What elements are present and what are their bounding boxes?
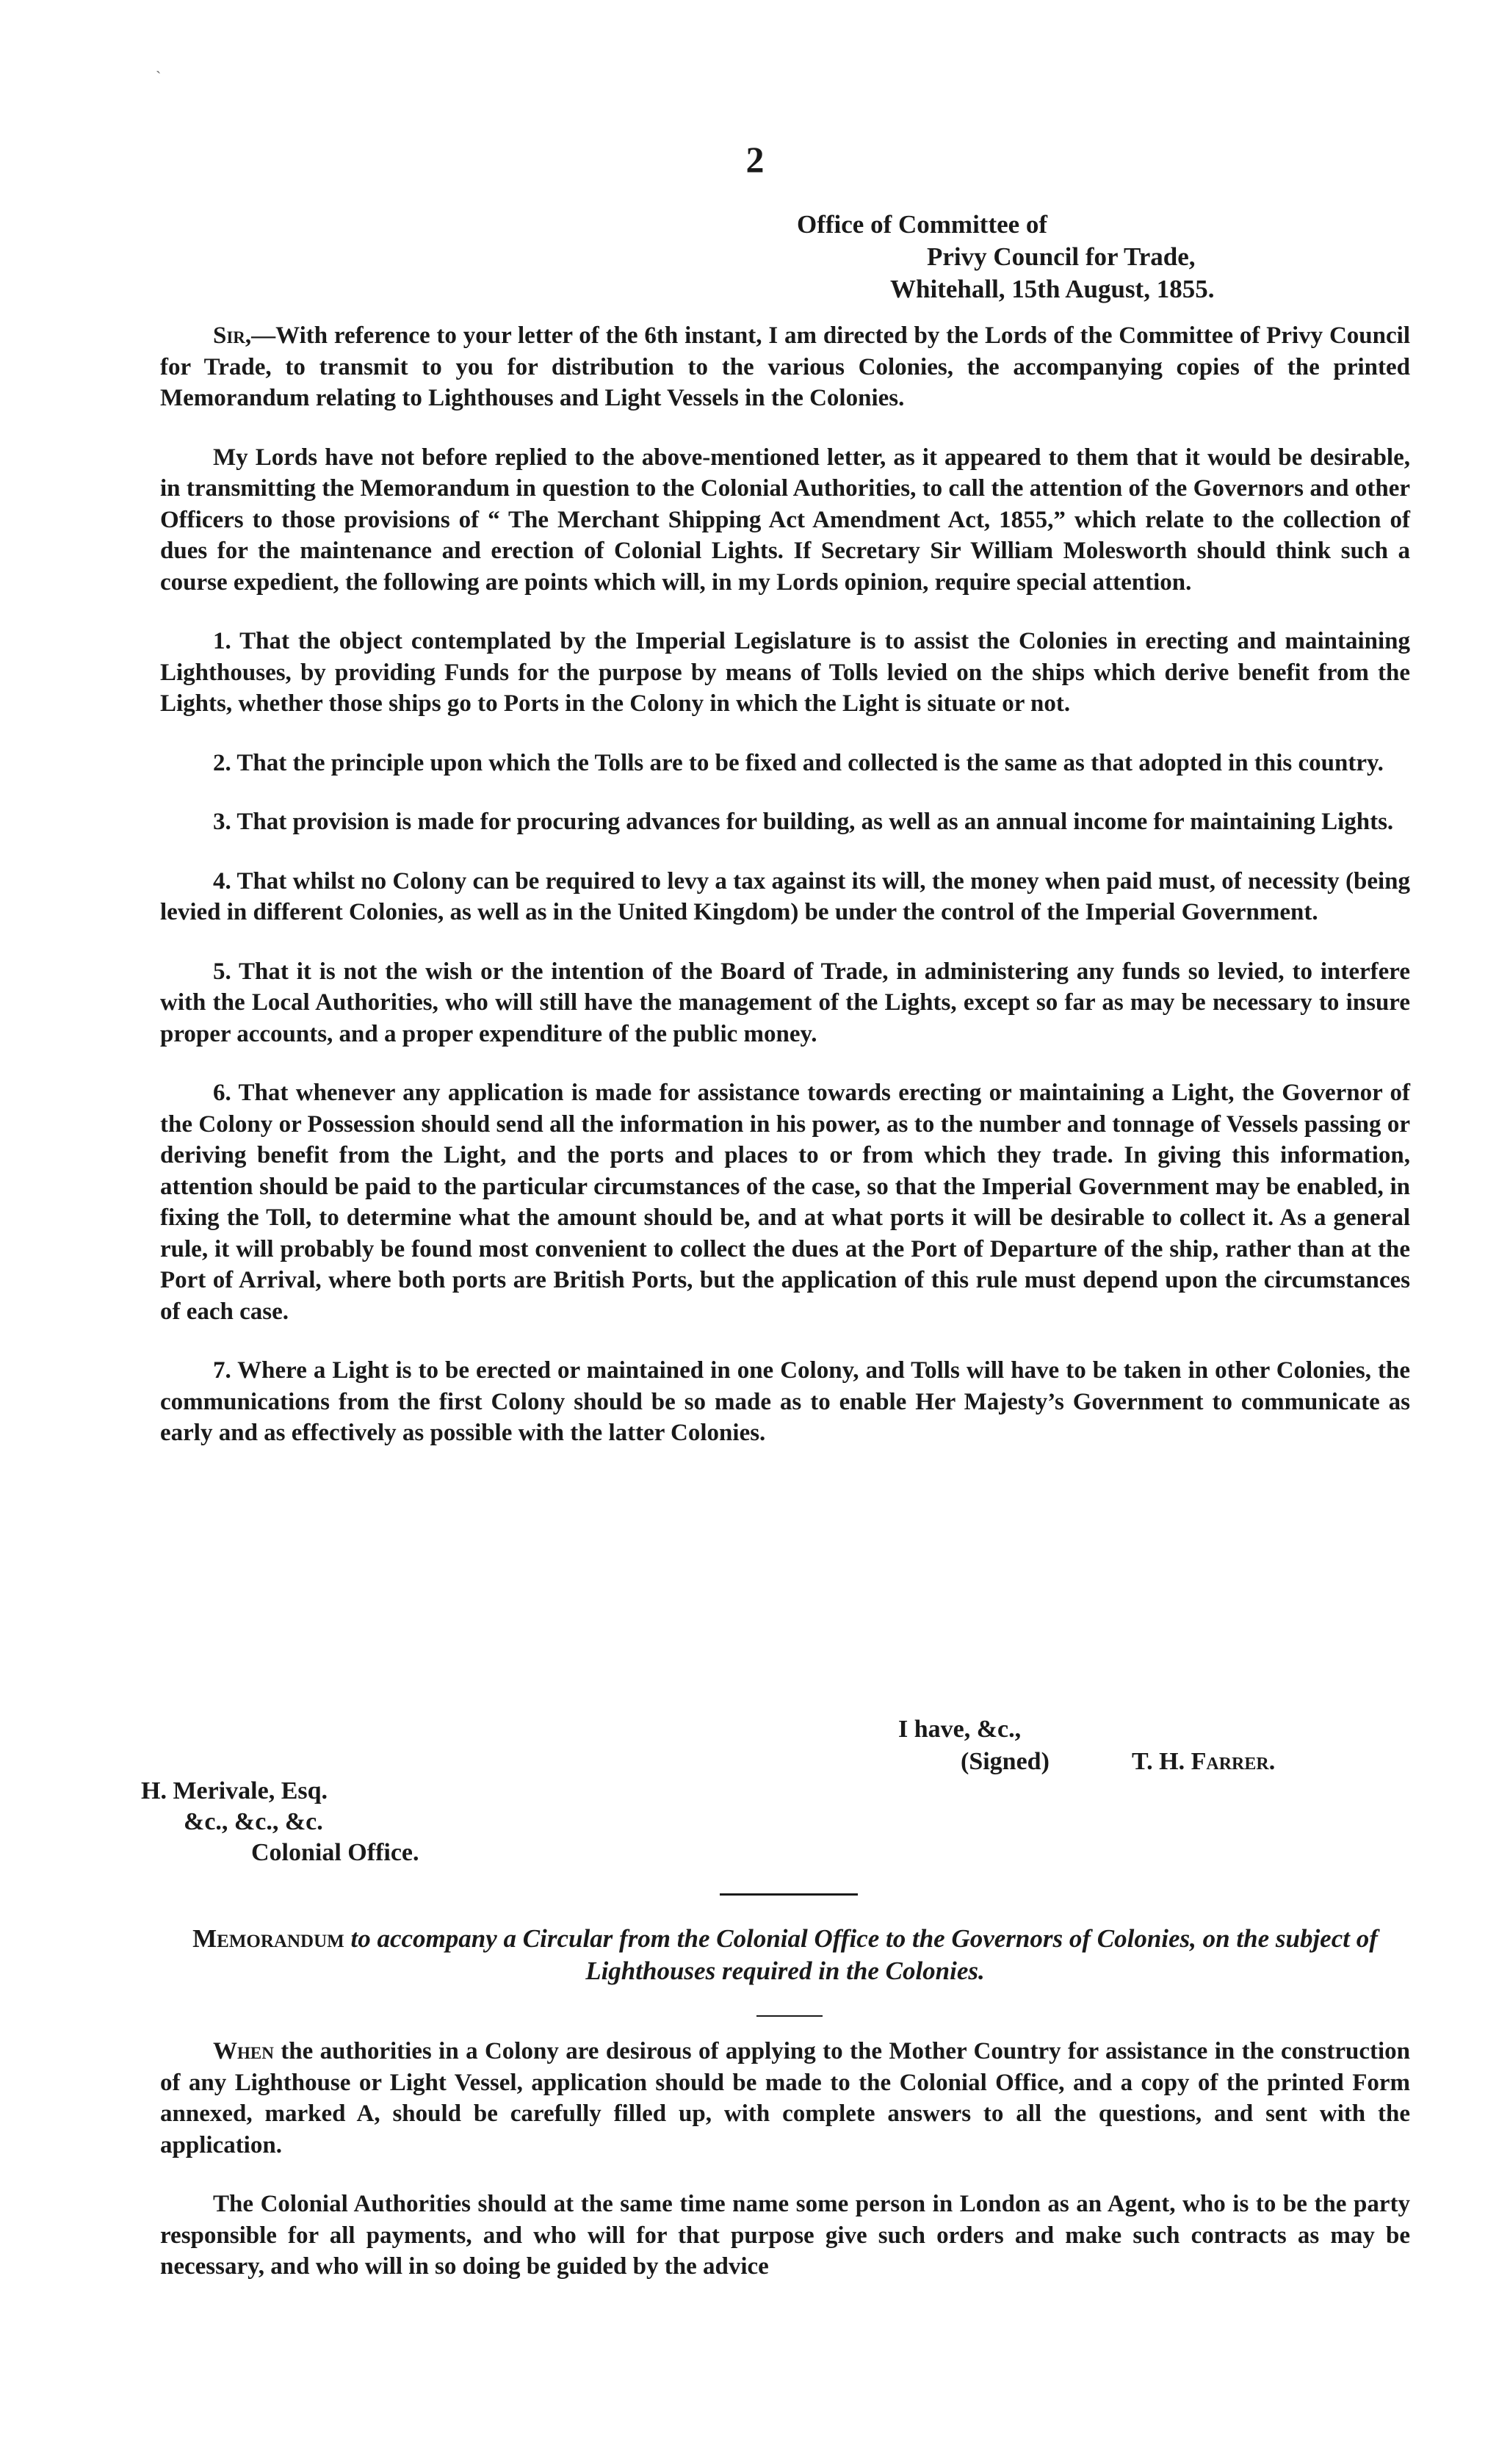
signature: T. H. Farrer. [1132,1748,1276,1775]
letter-body [160,320,1410,1449]
address-line-3: Whitehall, 15th August, 1855. [890,275,1215,303]
memorandum-paragraph-1 [160,2036,1410,2161]
memorandum-body [160,2036,1410,2283]
section-divider [720,1893,858,1896]
point-3: 3. That provision is made for procuring advances for building, as well as an annual income for maintaining Lights. [213,809,1394,835]
recipient-name: H. Merivale, Esq. [141,1777,328,1804]
recipient-etc: &c., &c., &c. [184,1808,323,1835]
point-4: 4. That whilst no Colony can be required to levy a tax against its will, the money when paid must, of necessity (being levied in different Colonies, as well as in the United Kingdom) be under the control of the Imperial Government. [160,867,1410,925]
letter-paragraph-1 [160,320,1410,414]
scan-mark: ˋ [156,68,162,86]
memorandum-lead: Memorandum [192,1924,344,1953]
closing-line: I have, &c., [898,1716,1022,1743]
point-5: 5. That it is not the wish or the intention of the Board of Trade, in administering any funds so levied, to interfere with the Local Authorities, who will still have the management of the Lights, except so far as may be necessary to insure proper accounts, and a proper expenditure of the public money. [160,958,1410,1047]
point-1: 1. That the object contemplated by the Imperial Legislature is to assist the Colonies in erecting and maintaining Lighthouses, by providing Funds for the purpose by means of Tolls levied on the ships which derive benefit from the Lights, whether those ships go to Ports in the Colony in which the Light is situate or not. [160,628,1410,717]
point-7: 7. Where a Light is to be erected or maintained in one Colony, and Tolls will have to be taken in other Colonies, the communications from the first Colony should be so made as to enable Her Majesty’s Government to communicate as early and as effectively as possible with the latter Colonies. [160,1357,1410,1446]
address-line-1: Office of Committee of [797,210,1048,239]
memorandum-title [160,1923,1410,1987]
point-6: 6. That whenever any application is made for assistance towards erecting or maintaining a Light, the Governor of the Colony or Possession should send all the information in his power, as to the number and tonnage of Vessels passing or deriving benefit from the Light, and the ports and places to or from which they trade. In giving this information, attention should be paid to the particular circumstances of the case, so that the Imperial Government may be enabled, in fixing the Toll, to determine what the amount should be, and at what ports it will be desirable to collect it. As a general rule, it will probably be found most convenient to collect the dues at the Port of Departure of the ship, rather than at the Port of Arrival, where both ports are British Ports, but the application of this rule must depend upon the circumstances of each case. [160,1080,1410,1325]
memorandum-paragraph-1-text: the authorities in a Colony are desirous of applying to the Mother Country for assistance in the construction of any Lighthouse or Light Vessel, application should be made to the Colonial Office, and a copy of the printed Form annexed, marked A, should be carefully filled up, with complete answers to all the questions, and sent with the application. [160,2038,1410,2158]
letter-paragraph-1-text: —With reference to your letter of the 6th instant, I am directed by the Lords of the Committee of Privy Council for Trade, to transmit to you for distribution to the various Colonies, the accompanying copies of the printed Memorandum relating to Lighthouses and Light Vessels in the Colonies. [160,322,1410,411]
salutation: Sir, [213,322,252,349]
title-divider [756,2015,823,2017]
signed-label: (Signed) [961,1748,1050,1775]
memorandum-paragraph-2: The Colonial Authorities should at the same time name some person in London as an Agent, who is to be the party responsible for all payments, and who will for that purpose give such orders and make such contracts as may be necessary, and who will in so doing be guided by the advice [160,2191,1410,2280]
memorandum-title-text: to accompany a Circular from the Colonial Office to the Governors of Colonies, on the subject of Lighthouses required in the Colonies. [344,1924,1378,1985]
point-2: 2. That the principle upon which the Tolls are to be fixed and collected is the same as that adopted in this country. [213,749,1384,776]
memorandum-lead-word: When [213,2038,274,2064]
letter-paragraph-2: My Lords have not before replied to the above-mentioned letter, as it appeared to them that it would be desirable, in transmitting the Memorandum in question to the Colonial Authorities, to call the attention of the Governors and other Officers to those provisions of “ The Merchant Shipping Act Amendment Act, 1855,” which relate to the collection of dues for the maintenance and erection of Colonial Lights. If Secretary Sir William Molesworth should think such a course expedient, the following are points which will, in my Lords opinion, require special attention. [160,444,1410,596]
page-number: 2 [745,139,765,180]
recipient-office: Colonial Office. [251,1839,419,1866]
address-line-2: Privy Council for Trade, [927,242,1196,271]
